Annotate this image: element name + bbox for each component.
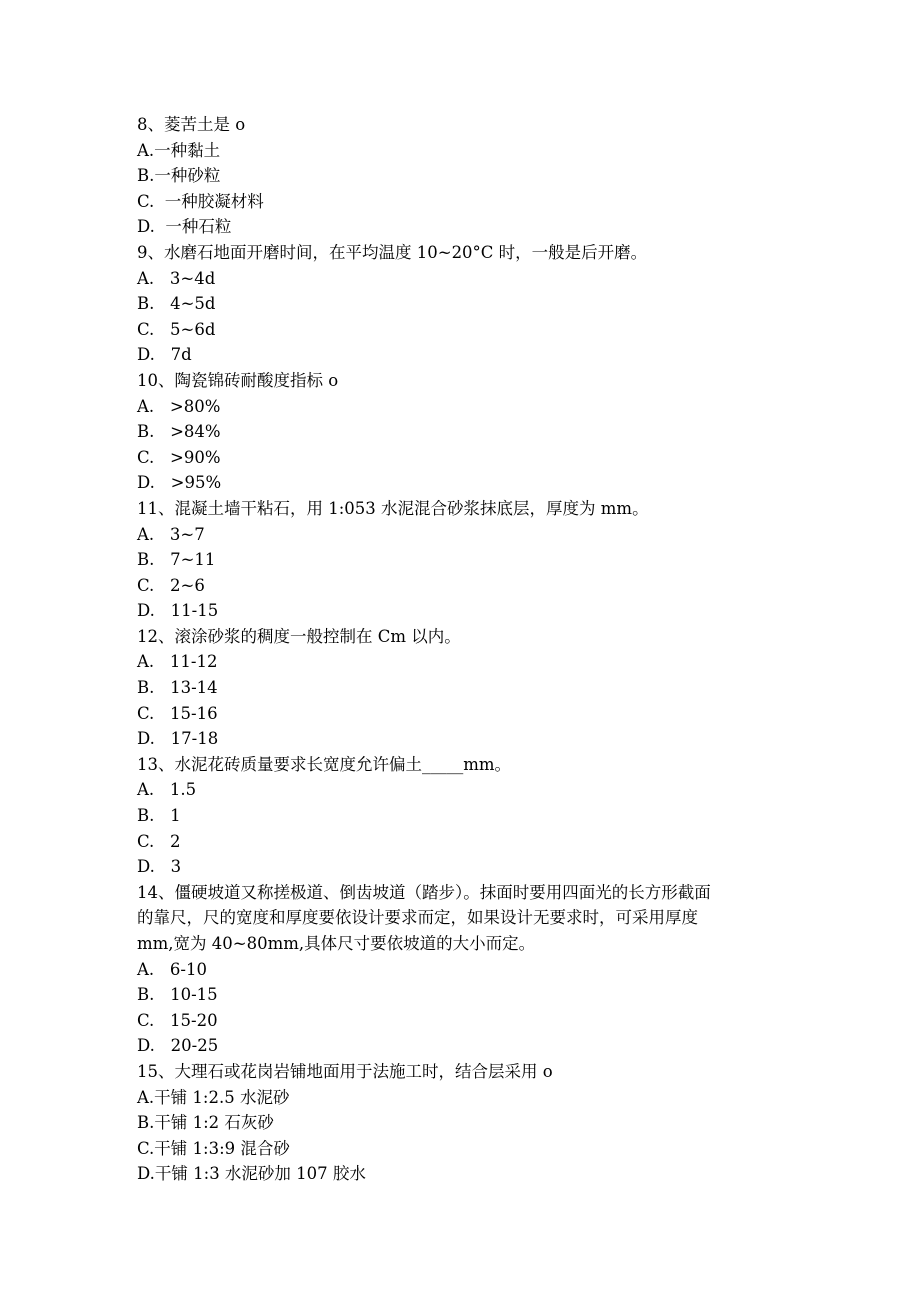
- answer-option: D. >95%: [137, 473, 222, 493]
- answer-option: D. 7d: [137, 345, 192, 365]
- answer-option: A. 3~4d: [137, 268, 216, 288]
- question-stem-line: 的靠尺，尺的宽度和厚度要依设计要求而定，如果设计无要求时，可采用厚度: [137, 908, 698, 928]
- answer-option: C. 一种胶凝材料: [137, 191, 264, 211]
- question-stem-line: 14、僵硬坡道又称搓极道、倒齿坡道（踏步）。抹面时要用四面光的长方形截面: [137, 882, 711, 902]
- answer-option: C. 2: [137, 831, 181, 851]
- answer-option: D. 20-25: [137, 1036, 219, 1056]
- answer-option: B. 13-14: [137, 678, 218, 698]
- question-stem: 11、混凝土墙干粘石，用 1:053 水泥混合砂浆抹底层，厚度为 mm。: [137, 498, 649, 518]
- answer-option: D. 3: [137, 857, 182, 877]
- answer-option: A.干铺 1:2.5 水泥砂: [137, 1087, 290, 1107]
- answer-option: A. 11-12: [137, 652, 218, 672]
- answer-option: C. 2~6: [137, 575, 205, 595]
- question-stem: 9、水磨石地面开磨时间，在平均温度 10~20°C 时，一般是后开磨。: [137, 242, 648, 262]
- answer-option: A. 3~7: [137, 524, 205, 544]
- answer-option: A.一种黏土: [137, 140, 221, 160]
- question-stem-line: mm,宽为 40~80mm,具体尺寸要依坡道的大小而定。: [137, 934, 536, 953]
- answer-option: D. 11-15: [137, 601, 219, 621]
- answer-option: C. 5~6d: [137, 319, 216, 339]
- answer-option: C. >90%: [137, 447, 221, 467]
- question-stem: 10、陶瓷锦砖耐酸度指标 o: [137, 370, 339, 390]
- answer-option: B.干铺 1:2 石灰砂: [137, 1113, 274, 1133]
- question-stem: 15、大理石或花岗岩铺地面用于法施工时，结合层采用 o: [137, 1061, 553, 1081]
- answer-option: B. >84%: [137, 422, 221, 442]
- answer-option: D.干铺 1:3 水泥砂加 107 胶水: [137, 1164, 366, 1184]
- answer-option: B. 10-15: [137, 985, 218, 1005]
- answer-option: D. 一种石粒: [137, 217, 232, 237]
- answer-option: C. 15-16: [137, 703, 218, 723]
- answer-option: B.一种砂粒: [137, 166, 221, 186]
- answer-option: A. 1.5: [137, 780, 197, 800]
- question-stem: 13、水泥花砖质量要求长宽度允许偏土_____mm。: [137, 754, 512, 774]
- answer-option: A. 6-10: [137, 959, 207, 979]
- answer-option: A. >80%: [137, 396, 221, 416]
- question-stem: 12、滚涂砂浆的稠度一般控制在 Cm 以内。: [137, 626, 461, 646]
- answer-option: B. 4~5d: [137, 294, 216, 314]
- answer-option: C. 15-20: [137, 1010, 218, 1030]
- answer-option: D. 17-18: [137, 729, 219, 749]
- question-list: [137, 112, 787, 1187]
- answer-option: B. 1: [137, 806, 181, 826]
- answer-option: C.干铺 1:3:9 混合砂: [137, 1138, 290, 1158]
- question-stem: 8、菱苦土是 o: [137, 115, 246, 134]
- answer-option: B. 7~11: [137, 550, 216, 570]
